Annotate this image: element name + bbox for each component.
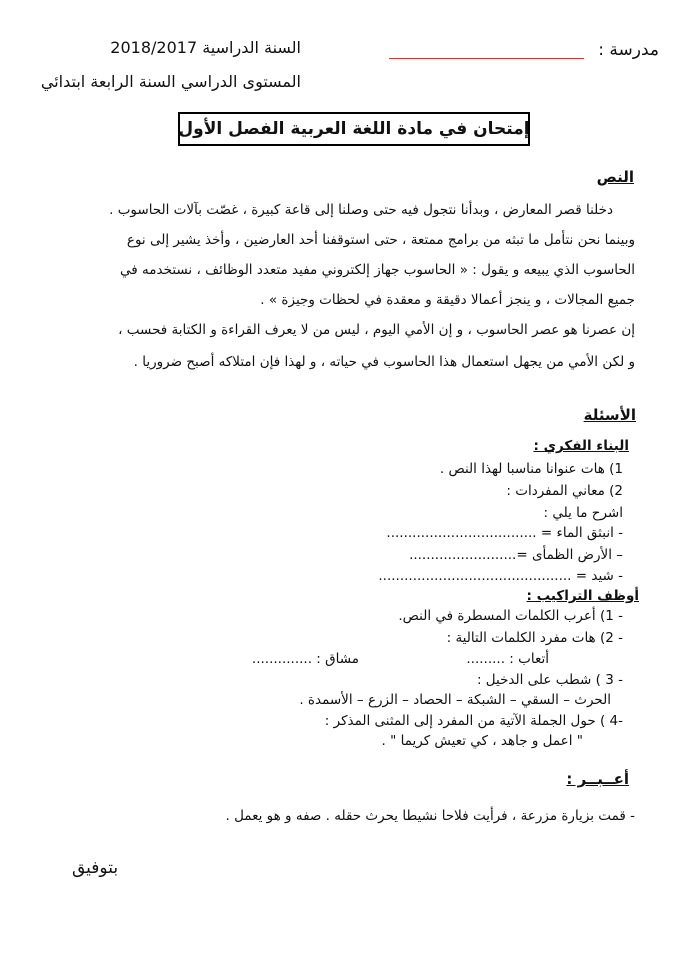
- section-title-comprehension: البناء الفكري :: [533, 438, 629, 454]
- question-item: اشرح ما يلي :: [543, 505, 623, 521]
- question-item: -4 ) حول الجملة الآتية من المفرد إلى المثنى المذكر :: [324, 713, 623, 729]
- passage-line: إن عصرنا هو عصر الحاسوب ، و إن الأمي اليوم ، ليس من لا يعرف القراءة و الكتابة فحسب ،: [118, 322, 635, 338]
- exam-title: إمتحان في مادة اللغة العربية الفصل الأول: [178, 119, 530, 139]
- singular-word: مشاق : ..............: [251, 651, 359, 667]
- school-blank-line: [389, 58, 584, 59]
- grade-level: المستوى الدراسي السنة الرابعة ابتدائي: [40, 72, 301, 91]
- passage-line: و لكن الأمي من يجهل استعمال هذا الحاسوب في حياته ، و لهذا فإن امتلاكه أصبح ضروريا .: [133, 354, 635, 370]
- section-title-expression: أعــبــر :: [566, 770, 629, 788]
- passage-line: دخلنا قصر المعارض ، وبدأنا نتجول فيه حتى وصلنا إلى قاعة كبيرة ، غصّت بآلات الحاسوب .: [109, 202, 613, 218]
- school-label: مدرسة :: [598, 40, 659, 60]
- vocab-item: - شيد = .............................................: [378, 568, 623, 584]
- question-item: 2) معاني المفردات :: [506, 483, 623, 499]
- section-title-grammar: أوظف التراكيب :: [526, 588, 639, 604]
- vocab-item: - انبثق الماء = ...................................: [386, 525, 623, 541]
- passage-heading: النص: [596, 168, 634, 186]
- vocab-item: – الأرض الظمأى =.........................: [409, 547, 623, 563]
- expression-task: - قمت بزيارة مزرعة ، فرأيت فلاحا نشيطا يحرث حقله . صفه و هو يعمل .: [225, 808, 635, 824]
- questions-heading: الأسئلة: [583, 406, 636, 424]
- question-item: - 3 ) شطب على الدخيل :: [476, 672, 623, 688]
- passage-line: الحاسوب الذي يبيعه و يقول : « الحاسوب جهاز إلكتروني مفيد متعدد الوظائف ، نستخدمه في: [120, 262, 635, 278]
- sentence-to-convert: " اعمل و جاهد ، كي تعيش كريما " .: [381, 733, 583, 749]
- odd-one-out-words: الحرث – السقي – الشبكة – الحصاد – الزرع – الأسمدة .: [299, 692, 611, 708]
- passage-line: جميع المجالات ، و ينجز أعمالا دقيقة و معقدة في لحظات وجيزة » .: [260, 292, 635, 308]
- singular-word: أتعاب : .........: [466, 651, 549, 667]
- question-item: - 1) أعرب الكلمات المسطرة في النص.: [398, 608, 623, 624]
- question-item: 1) هات عنوانا مناسبا لهذا النص .: [439, 461, 623, 477]
- question-item: - 2) هات مفرد الكلمات التالية :: [446, 630, 623, 646]
- passage-line: وبينما نحن نتأمل ما تبثه من برامج ممتعة ، حتى استوقفنا أحد العارضين ، وأخذ يشير إلى نوع: [126, 232, 635, 248]
- exam-title-box: [178, 112, 530, 146]
- closing-signature: بتوفيق: [72, 858, 119, 878]
- school-year: السنة الدراسية 2018/2017: [110, 38, 301, 57]
